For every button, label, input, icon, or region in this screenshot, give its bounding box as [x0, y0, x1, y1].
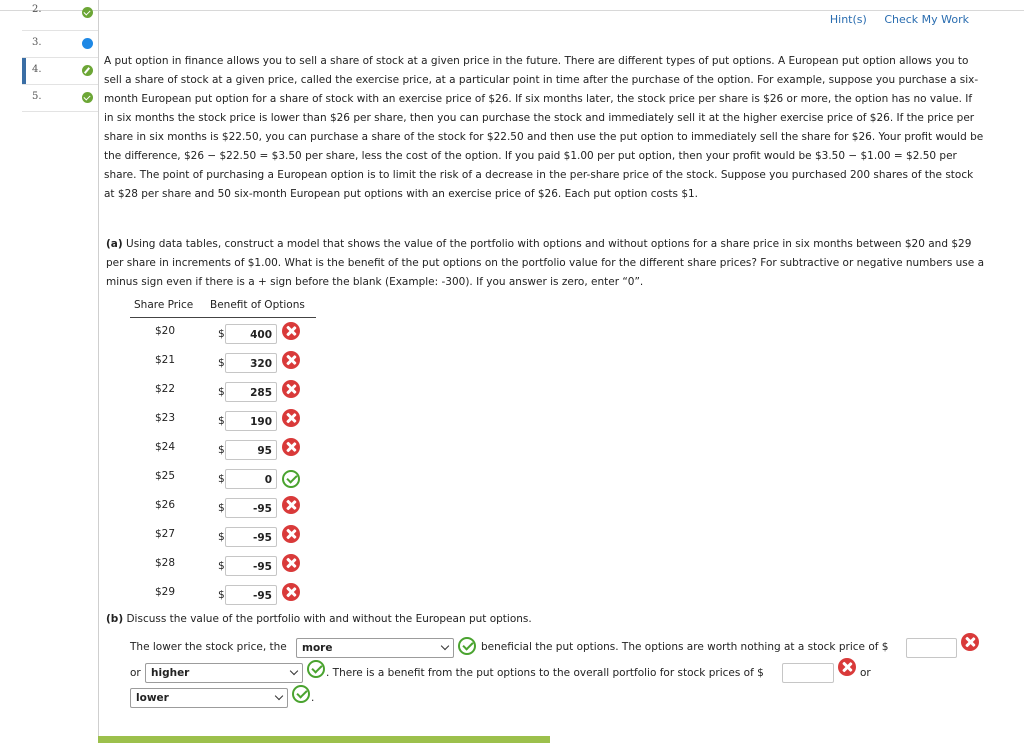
currency-symbol: $ [218, 386, 225, 398]
share-price: $29 [155, 586, 176, 598]
table-row [130, 525, 330, 551]
sentence-text-6: . [311, 692, 315, 704]
sentence-text-2: beneficial the put options. The options are worth nothing at a stock price of $ [481, 641, 889, 653]
benefit-input[interactable]: -95 [225, 498, 277, 518]
check-my-work-link[interactable]: Check My Work [884, 13, 969, 26]
incorrect-x-icon [838, 658, 856, 676]
question-number: 4. [32, 64, 42, 75]
table-row [130, 438, 330, 464]
comparison-select-3[interactable] [130, 688, 288, 708]
hints-link[interactable]: Hint(s) [829, 13, 867, 26]
incorrect-x-icon [282, 380, 300, 398]
sentence-text-4: . There is a benefit from the put options to the overall portfolio for stock prices of $ [326, 667, 764, 679]
question-number: 2. [32, 4, 42, 15]
column-header-share-price: Share Price [134, 299, 194, 311]
stock-price-input-2[interactable] [782, 663, 834, 683]
incorrect-x-icon [282, 496, 300, 514]
currency-symbol: $ [218, 589, 225, 601]
select-value: higher [151, 667, 190, 679]
currency-symbol: $ [218, 357, 225, 369]
sidebar-item-5[interactable] [22, 85, 98, 111]
complete-check-icon [82, 7, 93, 18]
header-links [816, 13, 969, 26]
sentence-text-5: or [860, 667, 871, 679]
table-row [130, 554, 330, 580]
correct-check-icon [282, 470, 300, 488]
benefit-input[interactable]: -95 [225, 556, 277, 576]
sentence-text-3: or [130, 667, 141, 679]
share-price: $22 [155, 383, 176, 395]
chevron-down-icon [275, 692, 283, 700]
top-divider [0, 10, 1024, 11]
active-indicator [22, 58, 26, 84]
table-row [130, 583, 330, 609]
table-row [130, 322, 330, 348]
chevron-down-icon [290, 667, 298, 675]
share-price: $26 [155, 499, 176, 511]
correct-check-icon [292, 685, 310, 703]
sidebar-item-4[interactable] [22, 58, 98, 84]
correct-check-icon [458, 637, 476, 655]
select-value: lower [136, 692, 169, 704]
currency-symbol: $ [218, 473, 225, 485]
benefit-input[interactable]: 95 [225, 440, 277, 460]
divider [22, 111, 98, 112]
complete-check-icon [82, 92, 93, 103]
share-price: $20 [155, 325, 176, 337]
sidebar-item-3[interactable] [22, 31, 98, 57]
column-header-benefit: Benefit of Options [210, 299, 305, 311]
part-b-label: (b) [106, 613, 124, 625]
share-price: $28 [155, 557, 176, 569]
currency-symbol: $ [218, 415, 225, 427]
stock-price-input-1[interactable] [906, 638, 957, 658]
part-a-text: Using data tables, construct a model that shows the value of the portfolio with options and without options for a share price in six months between $20 and $29 per share in increments of $1.00. What is the benefit of the put options on the portfolio value for the different share prices? For subtractive or negative numbers use a minus sign even if there is a + sign before the blank (Example: -300). If you answer is zero, enter “0”. [106, 238, 985, 288]
question-intro: A put option in finance allows you to sell a share of stock at a given price in the future. There are different types of put options. A European put option allows you to sell a share of stock at a given price, called the exercise price, at a particular point in time after the purchase of the option. For example, suppose you purchase a six-month European put option for a share of stock with an exercise price of $26. If six months later, the stock price per share is $26 or more, the option has no value. If in six months the stock price is lower than $26 per share, then you can purchase the stock and immediately sell it at the higher exercise price of $26. If the price per share in six months is $22.50, you can purchase a share of the stock for $22.50 and then use the put option to immediately sell the share for $26. Your profit would be the difference, $26 − $22.50 = $3.50 per share, less the cost of the option. If you paid $1.00 per put option, then your profit would be $3.50 − $1.00 = $2.50 per share. The point of purchasing a European option is to limit the risk of a decrease in the per-share price of the stock. Suppose you purchased 200 shares of the stock at $28 per share and 50 six-month European put options with an exercise price of $26. Each put option costs $1. [104, 55, 984, 200]
pencil-icon [82, 65, 93, 76]
select-value: more [302, 642, 333, 654]
share-price: $24 [155, 441, 176, 453]
part-b-title: Discuss the value of the portfolio with and without the European put options. [126, 613, 532, 625]
sidebar-item-2[interactable] [22, 0, 98, 26]
benefit-input[interactable]: 190 [225, 411, 277, 431]
incorrect-x-icon [282, 583, 300, 601]
share-price: $27 [155, 528, 176, 540]
comparison-select-1[interactable] [296, 638, 454, 658]
currency-symbol: $ [218, 444, 225, 456]
progress-strip [98, 736, 550, 743]
current-dot-icon [82, 38, 93, 49]
question-sidebar [22, 0, 99, 743]
benefit-input[interactable]: 320 [225, 353, 277, 373]
table-row [130, 409, 330, 435]
chevron-down-icon [441, 642, 449, 650]
incorrect-x-icon [961, 633, 979, 651]
benefit-input[interactable]: 285 [225, 382, 277, 402]
table-row [130, 351, 330, 377]
currency-symbol: $ [218, 531, 225, 543]
share-price: $21 [155, 354, 176, 366]
table-header-rule [130, 317, 316, 318]
currency-symbol: $ [218, 502, 225, 514]
table-row [130, 467, 330, 493]
table-row [130, 496, 330, 522]
benefit-input[interactable]: -95 [225, 585, 277, 605]
incorrect-x-icon [282, 525, 300, 543]
question-number: 5. [32, 91, 42, 102]
part-a-label: (a) [106, 238, 123, 250]
part-b-prompt [106, 613, 532, 625]
incorrect-x-icon [282, 322, 300, 340]
question-number: 3. [32, 37, 42, 48]
incorrect-x-icon [282, 438, 300, 456]
incorrect-x-icon [282, 409, 300, 427]
comparison-select-2[interactable] [145, 663, 303, 683]
correct-check-icon [307, 660, 325, 678]
incorrect-x-icon [282, 554, 300, 572]
table-row [130, 380, 330, 406]
benefit-input[interactable]: 0 [225, 469, 277, 489]
part-a-prompt [106, 235, 986, 292]
benefit-input[interactable]: 400 [225, 324, 277, 344]
benefit-input[interactable]: -95 [225, 527, 277, 547]
incorrect-x-icon [282, 351, 300, 369]
currency-symbol: $ [218, 328, 225, 340]
currency-symbol: $ [218, 560, 225, 572]
sentence-text-1: The lower the stock price, the [130, 641, 287, 653]
share-price: $25 [155, 470, 176, 482]
share-price: $23 [155, 412, 176, 424]
